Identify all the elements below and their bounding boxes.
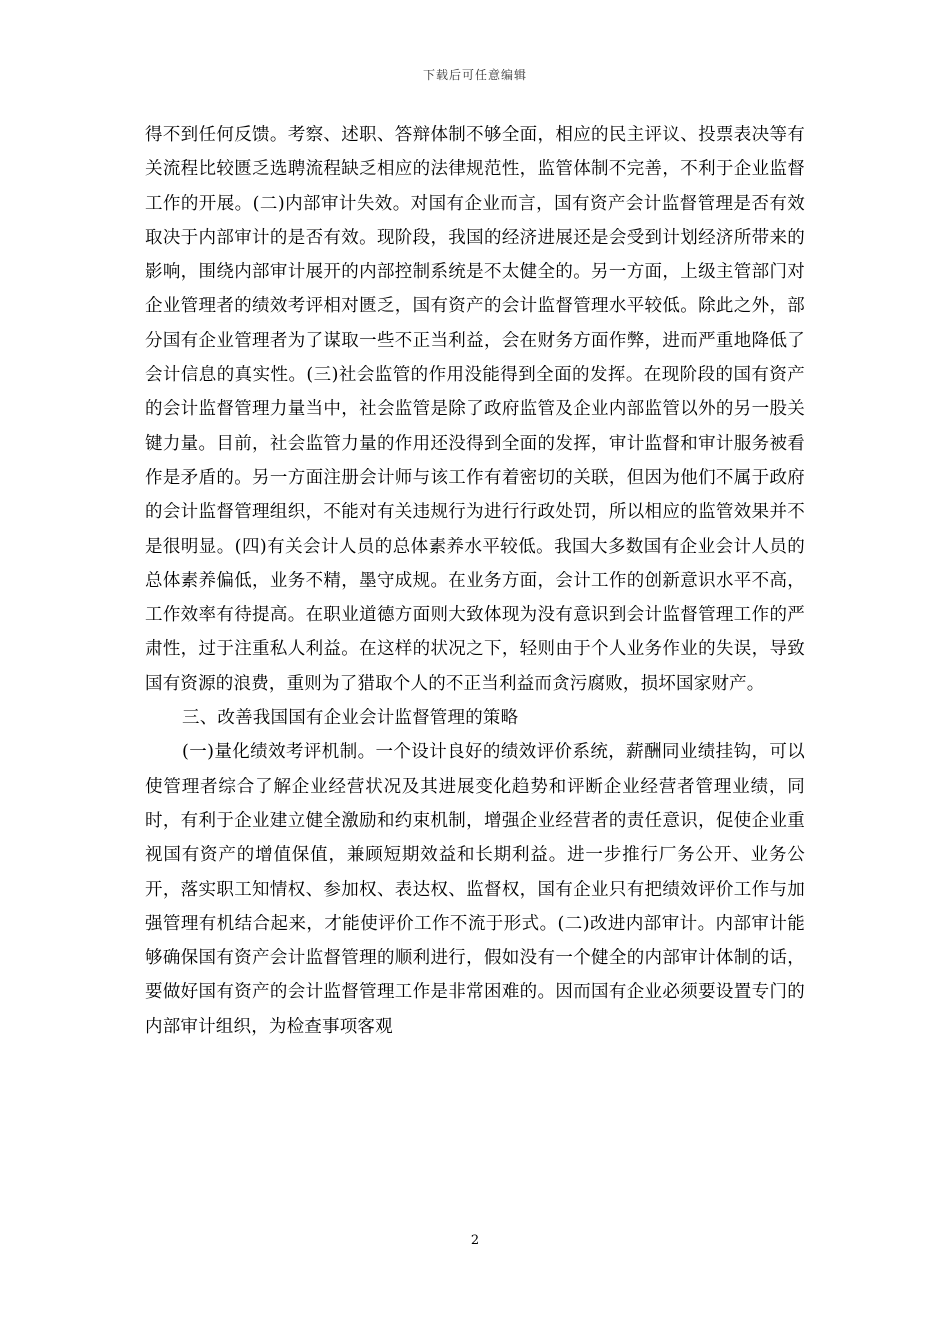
page-header: 下载后可任意编辑 (422, 68, 527, 82)
paragraph-continuation: 得不到任何反馈。考察、述职、答辩体制不够全面，相应的民主评议、投票表决等有关流程比较匮乏选聘流程缺乏相应的法律规范性，监管体制不完善，不利于企业监督工作的开展。(二)内部审计失效。对国有企业而言，国有资产会计监督管理是否有效取决于内部审计的是否有效。现阶段，我国的经济进展还是会受到计划经济所带来的影响，围绕内部审计展开的内部控制系统是不太健全的。另一方面，上级主管部门对企业管理者的绩效考评相对匮乏，国有资产的会计监督管理水平较低。除此之外，部分国有企业管理者为了谋取一些不正当利益，会在财务方面作弊，进而严重地降低了会计信息的真实性。(三)社会监管的作用没能得到全面的发挥。在现阶段的国有资产的会计监督管理力量当中，社会监管是除了政府监管及企业内部监管以外的另一股关键力量。目前，社会监管力量的作用还没得到全面的发挥，审计监督和审计服务被看作是矛盾的。另一方面注册会计师与该工作有着密切的关联，但因为他们不属于政府的会计监督管理组织，不能对有关违规行为进行行政处罚，所以相应的监管效果并不是很明显。(四)有关会计人员的总体素养水平较低。我国大多数国有企业会计人员的总体素养偏低，业务不精，墨守成规。在业务方面，会计工作的创新意识水平不高，工作效率有待提高。在职业道德方面则大致体现为没有意识到会计监督管理工作的严肃性，过于注重私人利益。在这样的状况之下，轻则由于个人业务作业的失误，导致国有资源的浪费，重则为了猎取个人的不正当利益而贪污腐败，损坏国家财产。 (145, 125, 805, 694)
page-number: 2 (470, 1233, 480, 1248)
document-body (145, 118, 805, 1044)
paragraph-performance-evaluation: (一)量化绩效考评机制。一个设计良好的绩效评价系统，薪酬同业绩挂钩，可以使管理者综合了解企业经营状况及其进展变化趋势和评断企业经营者管理业绩，同时，有利于企业建立健全激励和约束机制，增强企业经营者的责任意识，促使企业重视国有资产的增值保值，兼顾短期效益和长期利益。进一步推行厂务公开、业务公开，落实职工知情权、参加权、表达权、监督权，国有企业只有把绩效评价工作与加强管理有机结合起来，才能使评价工作不流于形式。(二)改进内部审计。内部审计能够确保国有资产会计监督管理的顺利进行，假如没有一个健全的内部审计体制的话，要做好国有资产的会计监督管理工作是非常困难的。因而国有企业必须要设置专门的内部审计组织，为检查事项客观 (145, 742, 805, 1037)
section-heading: 三、改善我国国有企业会计监督管理的策略 (182, 708, 519, 729)
